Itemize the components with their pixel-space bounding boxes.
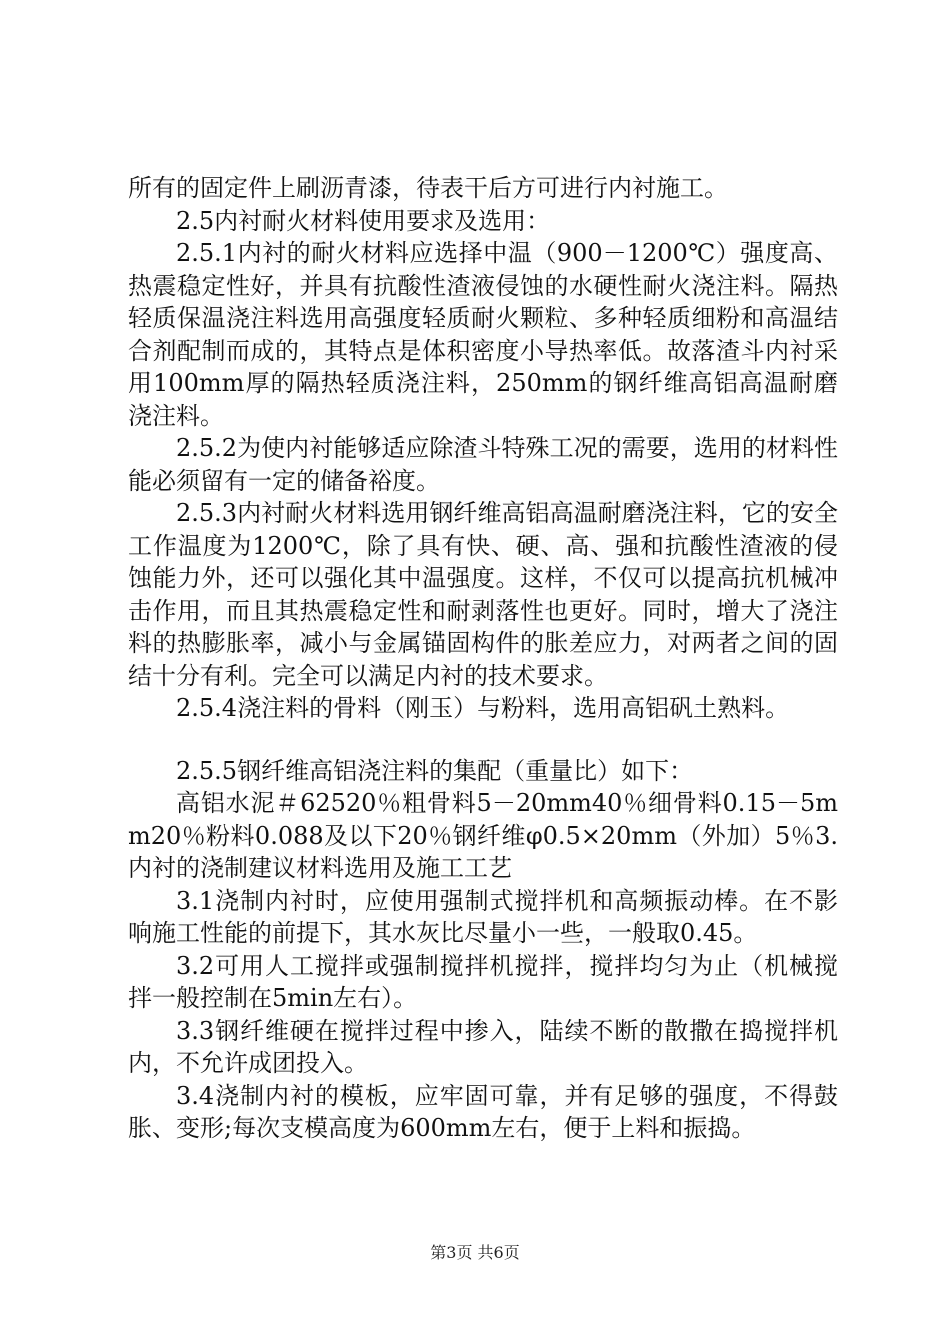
paragraph-3-1: 3.1浇制内衬时，应使用强制式搅拌机和高频振动棒。在不影响施工性能的前提下，其水灰比尽量小一些，一般取0.45。 bbox=[128, 886, 838, 947]
page-number-footer: 第3页 共6页 bbox=[430, 1243, 520, 1262]
paragraph-2-5-4: 2.5.4浇注料的骨料（刚玉）与粉料，选用高铝矾土熟料。 bbox=[176, 694, 790, 722]
paragraph-mix-ratio: 高铝水泥＃62520％粗骨料5－20mm40％细骨料0.15－5mm20％粉料0.088及以下20％钢纤维φ0.5×20mm（外加）5％3.内衬的浇制建议材料选用及施工工艺 bbox=[128, 789, 838, 882]
paragraph-3-2: 3.2可用人工搅拌或强制搅拌机搅拌，搅拌均匀为止（机械搅拌一般控制在5min左右）。 bbox=[128, 951, 838, 1012]
paragraph-2-5-3: 2.5.3内衬耐火材料选用钢纤维高铝高温耐磨浇注料，它的安全工作温度为1200℃，除了具有快、硬、高、强和抗酸性渣液的侵蚀能力外，还可以强化其中温强度。这样，不仅可以提高抗机械冲击作用，而且其热震稳定性和耐剥落性也更好。同时，增大了浇注料的热膨胀率，减小与金属锚固构件的胀差应力，对两者之间的固结十分有利。完全可以满足内衬的技术要求。 bbox=[128, 499, 838, 690]
paragraph-spacer bbox=[128, 725, 838, 755]
paragraph-3-4: 3.4浇制内衬的模板，应牢固可靠，并有足够的强度，不得鼓胀、变形;每次支模高度为600mm左右，便于上料和振捣。 bbox=[128, 1081, 838, 1142]
paragraph-2-5-1: 2.5.1内衬的耐火材料应选择中温（900－1200℃）强度高、热震稳定性好，并具有抗酸性渣液侵蚀的水硬性耐火浇注料。隔热轻质保温浇注料选用高强度轻质耐火颗粒、多种轻质细粉和高温结合剂配制而成的，其特点是体积密度小导热率低。故落渣斗内衬采用100mm厚的隔热轻质浇注料，250mm的钢纤维高铝高温耐磨浇注料。 bbox=[128, 239, 838, 430]
document-body bbox=[128, 172, 838, 1145]
paragraph-3-3: 3.3钢纤维硬在搅拌过程中掺入，陆续不断的散撒在捣搅拌机内，不允许成团投入。 bbox=[128, 1016, 838, 1077]
paragraph-continuation: 所有的固定件上刷沥青漆，待表干后方可进行内衬施工。 bbox=[128, 174, 728, 202]
section-heading-2-5: 2.5内衬耐火材料使用要求及选用： bbox=[176, 206, 551, 235]
paragraph-2-5-5: 2.5.5钢纤维高铝浇注料的集配（重量比）如下： bbox=[176, 756, 694, 785]
paragraph-2-5-2: 2.5.2为使内衬能够适应除渣斗特殊工况的需要，选用的材料性能必须留有一定的储备裕度。 bbox=[128, 434, 838, 495]
